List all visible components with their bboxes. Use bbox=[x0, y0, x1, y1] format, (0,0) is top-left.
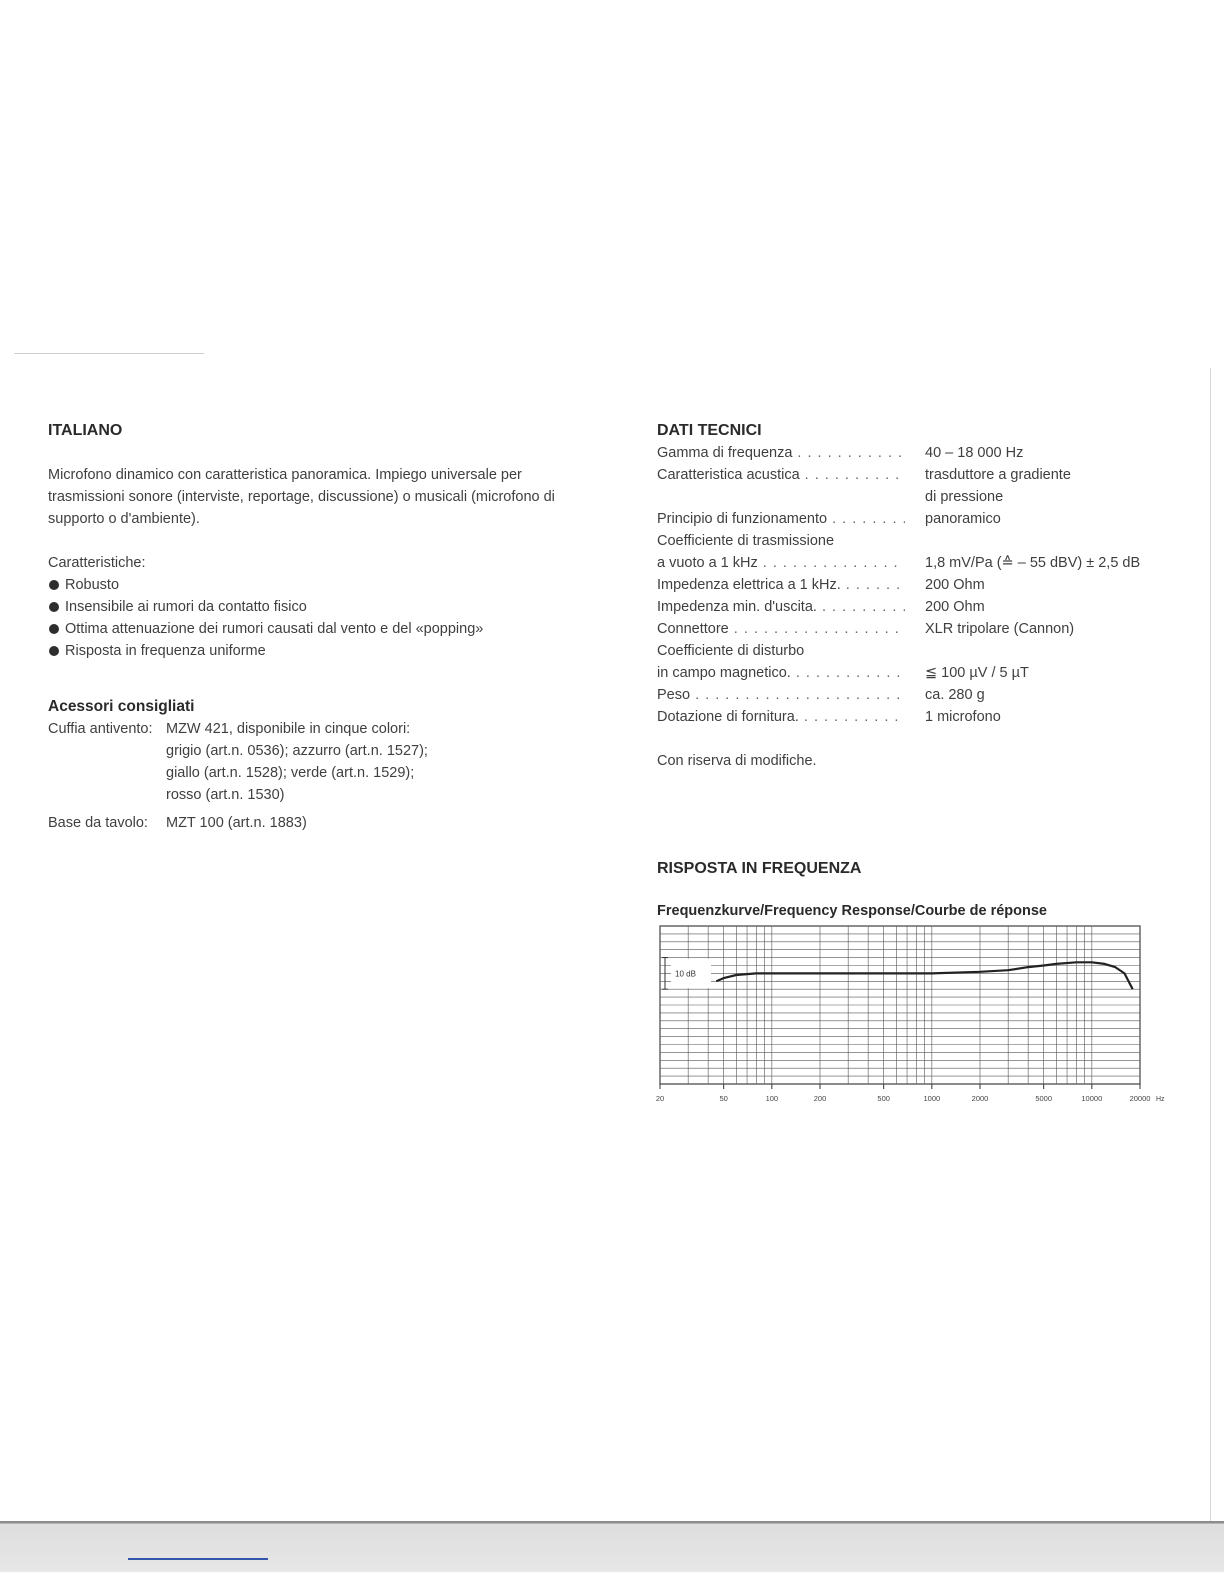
spec-row bbox=[657, 574, 1197, 596]
accessory-details bbox=[166, 718, 588, 806]
spec-label: in campo magnetico. . . . bbox=[657, 662, 905, 684]
spec-row bbox=[657, 640, 1197, 662]
spec-row bbox=[657, 464, 1197, 486]
spec-value: 40 – 18 000 Hz bbox=[925, 445, 1024, 461]
accessory-label: Base da tavolo: bbox=[48, 815, 148, 831]
spec-row bbox=[657, 596, 1197, 618]
top-rule bbox=[14, 353, 204, 354]
spec-label: Connettore . . . bbox=[657, 618, 905, 640]
spec-value: XLR tripolare (Cannon) bbox=[925, 621, 1075, 637]
features-list bbox=[48, 574, 588, 662]
spec-value: di pressione bbox=[925, 489, 1004, 505]
x-tick-label: 100 bbox=[765, 1094, 779, 1103]
x-tick-label: 50 bbox=[719, 1094, 728, 1103]
section-heading: ITALIANO bbox=[48, 422, 123, 439]
x-tick-label: 500 bbox=[877, 1094, 890, 1103]
spec-label: Peso . . . bbox=[657, 684, 905, 706]
accessory-row bbox=[48, 812, 588, 834]
x-tick-label: 20000 bbox=[1129, 1094, 1151, 1103]
spec-label bbox=[657, 486, 905, 508]
spec-label: Coefficiente di disturbo bbox=[657, 643, 805, 659]
response-heading: RISPOSTA IN FREQUENZA bbox=[657, 860, 862, 877]
list-item: Robusto bbox=[48, 574, 588, 596]
intro-text: Microfono dinamico con caratteristica panoramica. Impiego universale per trasmissioni sonore (interviste, reportage, discussione) o musicali (microfono di supporto o d'ambiente). bbox=[48, 467, 555, 527]
features-title: Caratteristiche: bbox=[48, 555, 146, 571]
spec-label: Impedenza min. d'uscita. . . . bbox=[657, 596, 905, 618]
x-tick-label: 2000 bbox=[971, 1094, 989, 1103]
spec-row bbox=[657, 530, 1197, 552]
bottom-link-bar bbox=[128, 1558, 268, 1560]
left-column bbox=[48, 420, 588, 834]
right-column bbox=[657, 420, 1197, 772]
scale-label: 10 dB bbox=[675, 969, 696, 979]
list-item: Insensibile ai rumori da contatto fisico bbox=[48, 596, 588, 618]
chart-title: Frequenzkurve/Frequency Response/Courbe de réponse bbox=[657, 903, 1047, 919]
spec-row bbox=[657, 706, 1197, 728]
x-tick-label: 5000 bbox=[1035, 1094, 1053, 1103]
spec-label: Principio di funzionamento . . . bbox=[657, 508, 905, 530]
list-item: Risposta in frequenza uniforme bbox=[48, 640, 588, 662]
spec-row bbox=[657, 662, 1197, 684]
spec-row bbox=[657, 684, 1197, 706]
page-bottom-shadow bbox=[0, 1521, 1224, 1573]
spec-value: ≦ 100 µV / 5 µT bbox=[925, 665, 1029, 681]
spec-label: Coefficiente di trasmissione bbox=[657, 533, 835, 549]
accessory-details bbox=[166, 812, 588, 834]
spec-row bbox=[657, 486, 1197, 508]
x-unit-label: Hz bbox=[1156, 1096, 1165, 1103]
spec-label: a vuoto a 1 kHz . . . bbox=[657, 552, 905, 574]
spec-value: 200 Ohm bbox=[925, 577, 985, 593]
spec-label: Dotazione di fornitura. . . . bbox=[657, 706, 905, 728]
spec-label: Gamma di frequenza . . . bbox=[657, 442, 905, 464]
spec-value: 200 Ohm bbox=[925, 599, 985, 615]
accessory-row bbox=[48, 718, 588, 806]
accessory-line: grigio (art.n. 0536); azzurro (art.n. 1527); bbox=[166, 743, 428, 759]
x-tick-label: 200 bbox=[813, 1094, 827, 1103]
spec-label: Impedenza elettrica a 1 kHz. . . . bbox=[657, 574, 905, 596]
accessory-line: MZT 100 (art.n. 1883) bbox=[166, 815, 307, 831]
accessory-line: rosso (art.n. 1530) bbox=[166, 787, 285, 803]
x-tick-label: 10000 bbox=[1081, 1094, 1103, 1103]
list-item: Ottima attenuazione dei rumori causati dal vento e del «popping» bbox=[48, 618, 588, 640]
spec-row bbox=[657, 508, 1197, 530]
spec-value bbox=[925, 530, 1197, 552]
x-tick-label: 1000 bbox=[923, 1094, 941, 1103]
spec-value: ca. 280 g bbox=[925, 687, 985, 703]
spec-label: Caratteristica acustica . . . bbox=[657, 464, 905, 486]
spec-row bbox=[657, 618, 1197, 640]
spec-value: 1 microfono bbox=[925, 709, 1001, 725]
spec-table bbox=[657, 442, 1197, 728]
accessory-label: Cuffia antivento: bbox=[48, 721, 153, 737]
accessory-line: MZW 421, disponibile in cinque colori: bbox=[166, 721, 411, 737]
spec-value bbox=[925, 640, 1197, 662]
specs-heading: DATI TECNICI bbox=[657, 422, 762, 439]
frequency-response-chart bbox=[640, 918, 1180, 1118]
page-edge bbox=[1210, 368, 1211, 1543]
spec-row bbox=[657, 552, 1197, 574]
spec-value: 1,8 mV/Pa (≙ – 55 dBV) ± 2,5 dB bbox=[925, 555, 1141, 571]
reserve-note: Con riserva di modifiche. bbox=[657, 753, 817, 769]
spec-row bbox=[657, 442, 1197, 464]
accessories-heading: Acessori consigliati bbox=[48, 698, 195, 715]
accessory-line: giallo (art.n. 1528); verde (art.n. 1529); bbox=[166, 765, 415, 781]
x-tick-label: 20 bbox=[655, 1094, 665, 1103]
spec-value: trasduttore a gradiente bbox=[925, 467, 1071, 483]
spec-value: panoramico bbox=[925, 511, 1001, 527]
